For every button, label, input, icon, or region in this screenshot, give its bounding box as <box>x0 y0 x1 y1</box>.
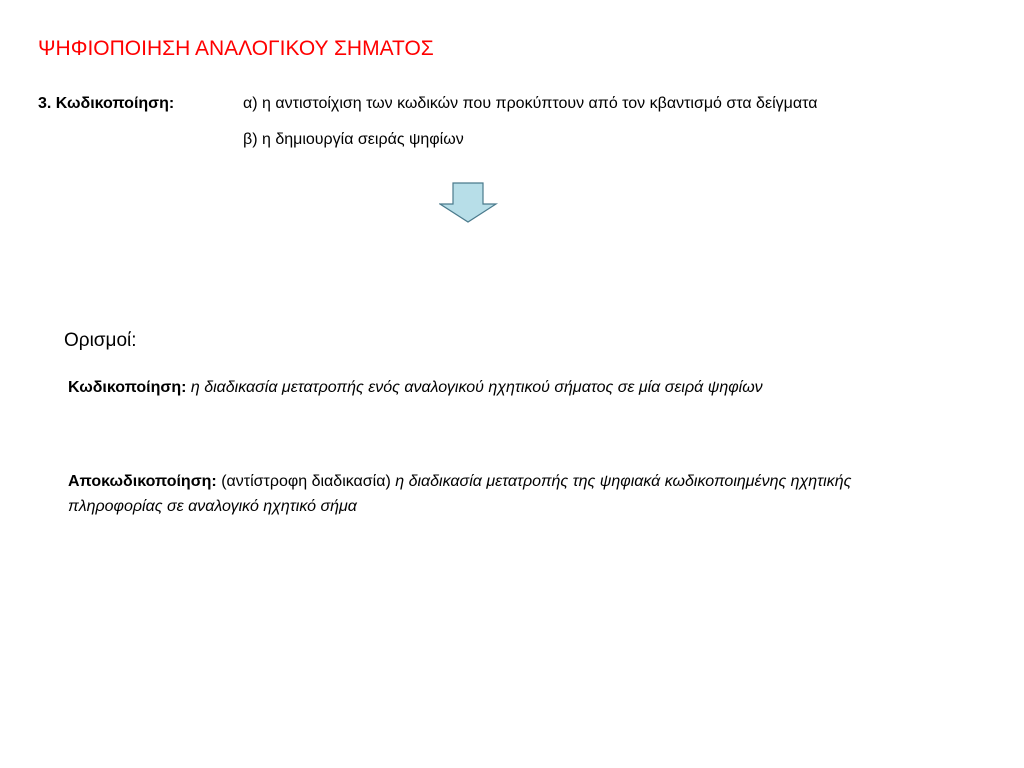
definitions-heading: Ορισμοί: <box>64 330 137 351</box>
step-label: 3. Κωδικοποίηση: <box>38 95 175 112</box>
definition-decoding-note: (αντίστροφη διαδικασία) <box>221 473 391 490</box>
down-arrow-icon <box>439 182 499 224</box>
step-item-a: α) η αντιστοίχιση των κωδικών που προκύπτουν από τον κβαντισμό στα δείγματα <box>243 95 818 112</box>
definition-coding-term: Κωδικοποίηση: <box>68 379 187 396</box>
definition-decoding <box>68 469 868 519</box>
definition-decoding-text: η διαδικασία μετατροπής της ψηφιακά κωδικοποιημένης ηχητικής πληροφορίας σε αναλογικό ηχητικό σήμα <box>68 473 852 515</box>
definition-decoding-term: Αποκωδικοποίηση: <box>68 473 217 490</box>
slide-title: ΨΗΦΙΟΠΟΙΗΣΗ ΑΝΑΛΟΓΙΚΟΥ ΣΗΜΑΤΟΣ <box>38 37 434 60</box>
step-item-b: β) η δημιουργία σειράς ψηφίων <box>243 131 464 148</box>
definition-coding-text: η διαδικασία μετατροπής ενός αναλογικού ηχητικού σήματος σε μία σειρά ψηφίων <box>190 379 763 396</box>
definition-coding <box>68 375 868 400</box>
